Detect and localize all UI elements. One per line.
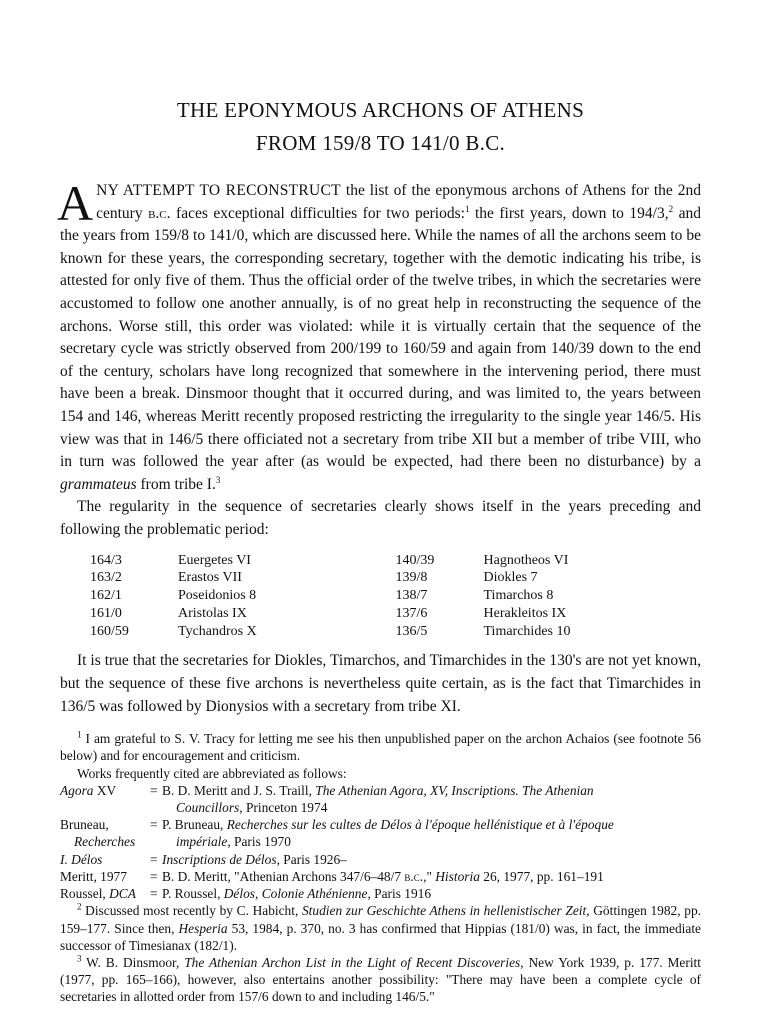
abbr-bruneau xyxy=(60,816,701,850)
archon-cell: Herakleitos IX xyxy=(483,605,567,621)
abbr-roussel xyxy=(60,885,701,902)
text-run: ," xyxy=(423,868,436,884)
italic-title: impériale xyxy=(176,834,228,850)
table-right xyxy=(396,552,702,641)
abbr-key-roman: Roussel, xyxy=(60,886,110,902)
archon-cell: Erastos VII xyxy=(178,570,242,586)
italic-title: Historia xyxy=(435,868,480,884)
abbr-value xyxy=(162,868,701,885)
year-cell: 137/6 xyxy=(395,605,428,621)
abbr-key xyxy=(60,782,150,816)
abbr-key-roman: Bruneau, xyxy=(60,817,109,833)
footnote-3 xyxy=(60,954,701,1006)
abbr-key: Meritt, 1977 xyxy=(60,868,127,884)
footnote-text: I am grateful to S. V. Tracy for letting me see his then unpublished paper on the archon Achaios (see footnote 56 below) and for encouragement and criticism. xyxy=(60,731,701,764)
text-run: B. D. Meritt and J. S. Traill, xyxy=(162,782,316,798)
footnote-number: 1 xyxy=(77,729,82,740)
italic-term: grammateus xyxy=(60,475,137,493)
text-run: 53, 1984, p. 370, no. 3 has confirmed that Hippias (181/0) was, in fact, the immediate successor of Timesianax (182/1). xyxy=(60,920,701,953)
italic-title: Studien zur Geschichte Athens in hellenistischer Zeit xyxy=(301,903,587,919)
table-row xyxy=(90,623,396,641)
text-run: P. Bruneau, xyxy=(162,817,227,833)
title-line-1: THE EPONYMOUS ARCHONS OF ATHENS xyxy=(176,98,585,122)
year-cell: 136/5 xyxy=(395,623,428,639)
equals-sign: = xyxy=(150,886,158,902)
article-title xyxy=(60,94,701,160)
archon-cell: Diokles 7 xyxy=(483,570,538,586)
footnote-2 xyxy=(60,902,701,954)
equals-sign: = xyxy=(150,851,158,867)
archon-cell: Hagnotheos VI xyxy=(483,552,569,568)
abbr-key-italic: Recherches xyxy=(74,834,136,850)
italic-title: The Athenian Archon List in the Light of Recent Discoveries xyxy=(184,954,521,970)
works-intro: Works frequently cited are abbreviated as follows: xyxy=(77,765,347,781)
italic-title: Recherches sur les cultes de Délos à l'époque hellénistique et à l'époque xyxy=(226,817,614,833)
table-row xyxy=(90,587,396,605)
year-cell: 160/59 xyxy=(90,623,129,639)
year-cell: 139/8 xyxy=(395,570,428,586)
table-row xyxy=(396,623,702,641)
document-page xyxy=(57,94,701,1006)
footnote-1 xyxy=(60,730,701,764)
footnote-number: 3 xyxy=(77,953,82,964)
era-abbrev: b.c. xyxy=(148,204,171,222)
italic-title: Hesperia xyxy=(178,920,228,936)
text-run: , Göttingen 1982, pp. 159–177. Since then, xyxy=(60,903,701,936)
drop-cap: A xyxy=(57,175,94,231)
archon-cell: Aristolas IX xyxy=(178,605,247,621)
footnote-ref-1[interactable]: 1 xyxy=(464,203,470,214)
table-row xyxy=(90,552,396,570)
abbr-value xyxy=(162,782,701,816)
italic-title: Inscriptions de Délos xyxy=(162,851,277,867)
abbr-idelos xyxy=(60,851,701,868)
footnote-ref-3[interactable]: 3 xyxy=(215,474,221,485)
abbr-key xyxy=(60,816,150,850)
table-row xyxy=(90,605,396,623)
abbr-key-italic: DCA xyxy=(109,886,136,902)
abbr-continuation xyxy=(162,833,701,850)
abbr-key xyxy=(60,885,150,902)
footnotes xyxy=(60,730,701,1005)
equals-sign: = xyxy=(150,782,158,798)
archon-cell: Tychandros X xyxy=(178,623,257,639)
article-body xyxy=(57,175,701,718)
table-row xyxy=(396,605,702,623)
abbr-value xyxy=(162,816,701,850)
paragraph-2: The regularity in the sequence of secretaries clearly shows itself in the years preceding and following the problematic period: xyxy=(60,498,701,538)
secretary-tables xyxy=(90,552,701,641)
equals-sign: = xyxy=(150,817,158,833)
text-run: , Princeton 1974 xyxy=(239,800,328,816)
abbr-key: I. Délos xyxy=(60,851,103,867)
footnote-number: 2 xyxy=(77,901,82,912)
abbr-key-italic: Agora xyxy=(60,782,94,798)
year-cell: 162/1 xyxy=(90,588,122,604)
year-cell: 140/39 xyxy=(395,552,435,568)
archon-cell: Timarchos 8 xyxy=(483,588,554,604)
title-line-2: FROM 159/8 TO 141/0 B.C. xyxy=(255,131,506,155)
table-row xyxy=(396,587,702,605)
text-run: , Paris 1926– xyxy=(276,851,347,867)
abbr-key-roman: XV xyxy=(93,782,117,798)
text-run: , New York 1939, p. 177. Meritt (1977, pp. 165–166), however, also entertains another possibility: "There may have been a complete cycle of secretaries in allotted order from 157/6 down to and including 146/5." xyxy=(60,954,701,1005)
italic-title: Councillors xyxy=(176,800,240,816)
text-run: the first years, down to 194/3, xyxy=(469,204,669,222)
text-run: W. B. Dinsmoor, xyxy=(81,954,185,970)
text-run: P. Roussel, xyxy=(162,886,224,902)
abbr-meritt xyxy=(60,868,701,885)
equals-sign: = xyxy=(150,868,158,884)
text-run: and the years from 159/8 to 141/0, which are discussed here. While the names of all the archons seem to be known for these years, the corresponding secretary, together with the demotic indicating his tribe, is attested for only five of them. Thus the official order of the twelve tribes, in which the secretaries were accustomed to follow one another annually, is of no great help in reconstructing the sequence of the archons. Worse still, this order was violated: while it is virtually certain that the sequence of the secretary cycle was strictly observed from 200/199 to 160/59 and again from 140/39 down to the end of the century, scholars have long recognized that somewhere in the intervening period, there must have been a break. Dinsmoor thought that it occurred during, and was limited to, the years between 154 and 146, whereas Meritt recently proposed restricting the irregularity to the single year 146/5. His view was that in 146/5 there officiated not a secretary from tribe XII but a member of tribe VIII, who in turn was followed the year after (as would be expected, had there been no disturbance) by a xyxy=(60,204,701,471)
text-run: faces exceptional difficulties for two periods: xyxy=(170,204,465,222)
table-row xyxy=(90,569,396,587)
text-run: B. D. Meritt, "Athenian Archons 347/6–48/7 xyxy=(162,868,405,884)
table-row xyxy=(396,569,702,587)
text-run: from tribe I. xyxy=(136,475,216,493)
table-row xyxy=(396,552,702,570)
lead-in: NY ATTEMPT TO RECONSTRUCT xyxy=(96,182,341,199)
text-run: the list of the eponymous archons of Athens for the 2nd century xyxy=(96,182,701,222)
abbr-continuation xyxy=(162,799,701,816)
archon-cell: Euergetes VI xyxy=(178,552,251,568)
text-run: , Paris 1916 xyxy=(367,886,432,902)
paragraph-3: It is true that the secretaries for Diokles, Timarchos, and Timarchides in the 130's are not yet known, but the sequence of these five archons is nevertheless quite certain, as is the fact that Timarchides in 136/5 was followed by Dionysios with a secretary from tribe XI. xyxy=(60,652,701,715)
year-cell: 161/0 xyxy=(90,605,122,621)
abbr-value xyxy=(162,885,701,902)
footnote-ref-2[interactable]: 2 xyxy=(668,203,674,214)
year-cell: 163/2 xyxy=(90,570,122,586)
archon-cell: Poseidonios 8 xyxy=(178,588,257,604)
year-cell: 164/3 xyxy=(90,552,122,568)
paragraph-1 xyxy=(57,175,701,496)
text-run: , Paris 1970 xyxy=(227,834,291,850)
text-run: 26, 1977, pp. 161–191 xyxy=(479,868,604,884)
table-left xyxy=(90,552,396,641)
italic-title: Délos, Colonie Athénienne xyxy=(223,886,368,902)
abbr-agora xyxy=(60,782,701,816)
era-abbrev: b.c. xyxy=(404,868,424,884)
archon-cell: Timarchides 10 xyxy=(483,623,571,639)
italic-title: The Athenian Agora, XV, Inscriptions. The Athenian xyxy=(315,782,594,798)
text-run: Discussed most recently by C. Habicht, xyxy=(81,903,302,919)
abbr-value xyxy=(162,851,701,868)
year-cell: 138/7 xyxy=(395,588,428,604)
